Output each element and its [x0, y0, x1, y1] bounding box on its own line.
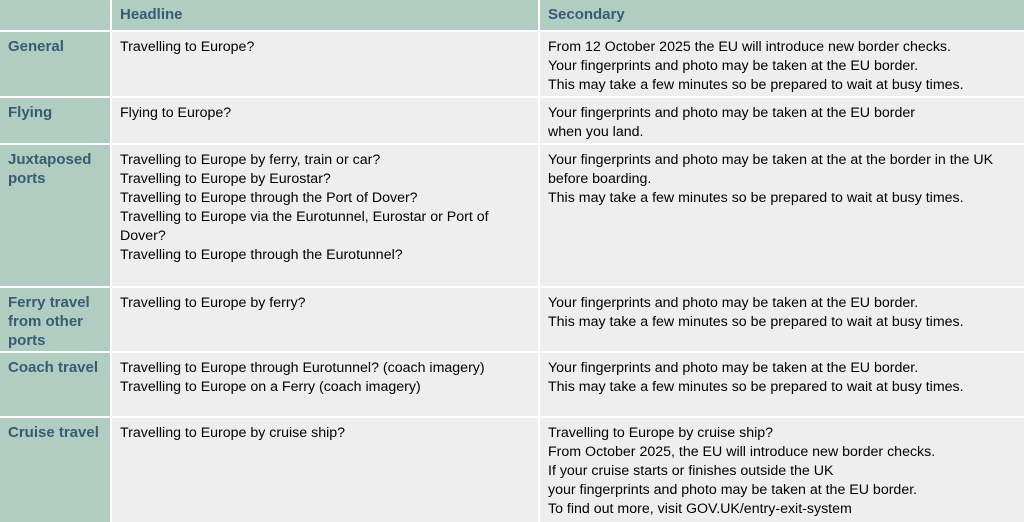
secondary-line: Your fingerprints and photo may be taken at the at the border in the UK before boarding.: [548, 152, 994, 187]
secondary-line: This may take a few minutes so be prepared to wait at busy times.: [548, 314, 964, 330]
headline-cell: [110, 32, 538, 98]
row-label: General: [0, 32, 110, 98]
header-corner-cell: [0, 0, 110, 32]
headline-cell: [110, 418, 538, 522]
headline-line: Flying to Europe?: [120, 105, 232, 121]
headline-cell: [110, 145, 538, 288]
headline-line: Travelling to Europe by Eurostar?: [120, 171, 331, 187]
secondary-line: Travelling to Europe by cruise ship?: [548, 425, 774, 441]
headline-line: Travelling to Europe?: [120, 39, 255, 55]
headline-line: Travelling to Europe by ferry, train or car?: [120, 152, 381, 168]
headline-cell: [110, 353, 538, 418]
secondary-line: This may take a few minutes so be prepared to wait at busy times.: [548, 190, 964, 206]
headline-cell: [110, 288, 538, 353]
secondary-line: Your fingerprints and photo may be taken at the EU border.: [548, 360, 919, 376]
secondary-line: Your fingerprints and photo may be taken at the EU border.: [548, 58, 919, 74]
secondary-line: your fingerprints and photo may be taken at the EU border.: [548, 482, 918, 498]
secondary-cell: [538, 145, 1024, 288]
secondary-line: To find out more, visit GOV.UK/entry-exit-system: [548, 501, 852, 517]
secondary-line: If your cruise starts or finishes outside the UK: [548, 463, 834, 479]
secondary-cell: [538, 353, 1024, 418]
row-label: Juxtaposed ports: [0, 145, 110, 288]
secondary-line: when you land.: [548, 124, 644, 140]
secondary-line: Your fingerprints and photo may be taken at the EU border: [548, 105, 916, 121]
row-label: Coach travel: [0, 353, 110, 418]
secondary-cell: [538, 32, 1024, 98]
row-label: Ferry travel from other ports: [0, 288, 110, 353]
headline-line: Travelling to Europe by ferry?: [120, 295, 306, 311]
headline-line: Travelling to Europe through Eurotunnel? (coach imagery): [120, 360, 485, 376]
table-row-flying: [0, 98, 1024, 145]
table-row-coach-travel: [0, 353, 1024, 418]
secondary-cell: [538, 98, 1024, 145]
table-row-cruise-travel: [0, 418, 1024, 522]
row-label: Flying: [0, 98, 110, 145]
header-headline: Headline: [110, 0, 538, 32]
headline-line: Travelling to Europe by cruise ship?: [120, 425, 346, 441]
secondary-line: From 12 October 2025 the EU will introduce new border checks.: [548, 39, 951, 55]
table-row-ferry-travel: [0, 288, 1024, 353]
table-row-general: [0, 32, 1024, 98]
headline-line: Travelling to Europe via the Eurotunnel, Eurostar or Port of Dover?: [120, 209, 489, 244]
secondary-cell: [538, 418, 1024, 522]
secondary-line: This may take a few minutes so be prepared to wait at busy times.: [548, 379, 964, 395]
secondary-cell: [538, 288, 1024, 353]
table-row-juxtaposed-ports: [0, 145, 1024, 288]
headline-line: Travelling to Europe through the Eurotunnel?: [120, 247, 403, 263]
headline-line: Travelling to Europe on a Ferry (coach imagery): [120, 379, 421, 395]
secondary-line: From October 2025, the EU will introduce new border checks.: [548, 444, 936, 460]
header-secondary: Secondary: [538, 0, 1024, 32]
secondary-line: Your fingerprints and photo may be taken at the EU border.: [548, 295, 919, 311]
row-label: Cruise travel: [0, 418, 110, 522]
secondary-line: This may take a few minutes so be prepared to wait at busy times.: [548, 77, 964, 93]
header-row: [0, 0, 1024, 32]
headline-cell: [110, 98, 538, 145]
headline-line: Travelling to Europe through the Port of Dover?: [120, 190, 418, 206]
